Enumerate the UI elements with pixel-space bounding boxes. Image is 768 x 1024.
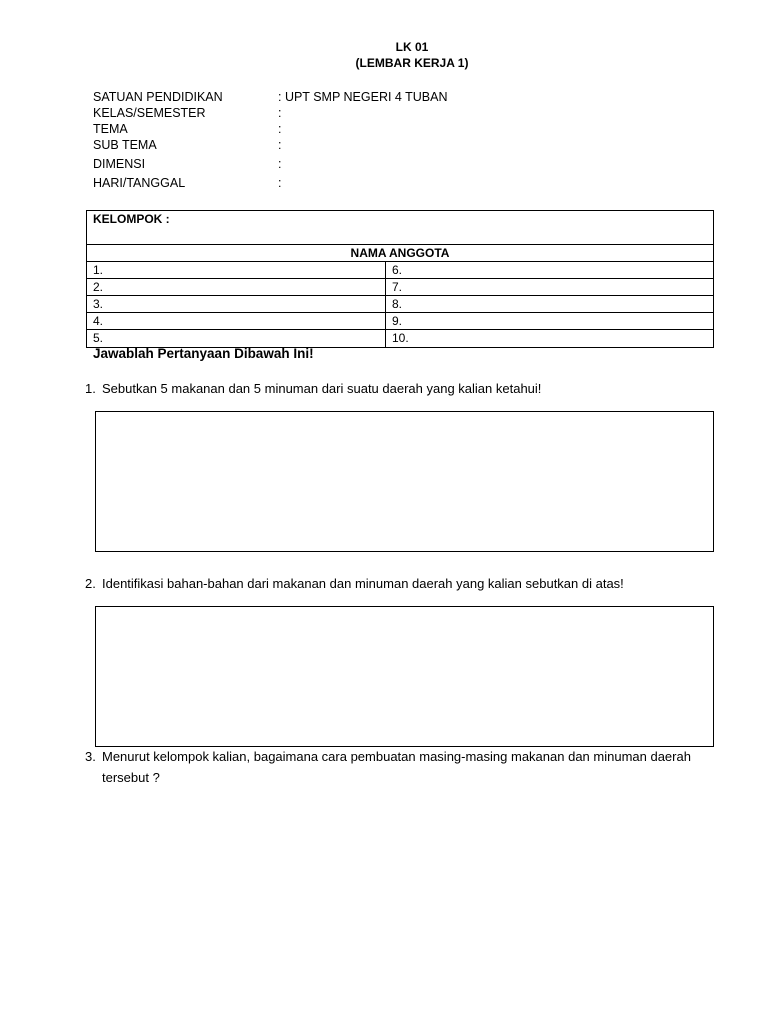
question-text: Sebutkan 5 makanan dan 5 minuman dari suatu daerah yang kalian ketahui!: [102, 381, 542, 396]
member-cell[interactable]: 2.: [87, 279, 386, 295]
member-cell[interactable]: 7.: [392, 280, 403, 294]
question-text: Menurut kelompok kalian, bagaimana cara pembuatan masing-masing makanan dan minuman daerah tersebut ?: [102, 749, 691, 785]
question-text: Identifikasi bahan-bahan dari makanan dan minuman daerah yang kalian sebutkan di atas!: [102, 576, 624, 591]
members-header: NAMA ANGGOTA: [87, 245, 713, 262]
info-value: :: [278, 138, 282, 152]
instruction-heading: Jawablah Pertanyaan Dibawah Ini!: [93, 346, 314, 361]
group-members-table: [86, 210, 714, 348]
info-label: TEMA: [93, 122, 128, 136]
member-cell[interactable]: 10.: [392, 331, 409, 345]
member-cell[interactable]: 4.: [87, 313, 386, 329]
info-value: :: [278, 176, 282, 190]
table-row: [87, 330, 713, 347]
worksheet-subtitle: (LEMBAR KERJA 1): [355, 56, 469, 70]
question-number: 1.: [85, 381, 96, 396]
answer-box-2[interactable]: [95, 606, 714, 747]
member-cell[interactable]: 3.: [87, 296, 386, 312]
info-value: :: [278, 106, 282, 120]
answer-box-1[interactable]: [95, 411, 714, 552]
info-value: : UPT SMP NEGERI 4 TUBAN: [278, 90, 448, 104]
member-cell[interactable]: 5.: [87, 330, 386, 347]
info-value: :: [278, 122, 282, 136]
table-row: [87, 279, 713, 296]
question-number: 2.: [85, 576, 96, 591]
table-row: [87, 313, 713, 330]
info-label: HARI/TANGGAL: [93, 176, 186, 190]
question-number: 3.: [85, 749, 96, 764]
member-cell[interactable]: 1.: [87, 262, 386, 278]
info-value: :: [278, 157, 282, 171]
member-cell[interactable]: 6.: [392, 263, 403, 277]
kelompok-field[interactable]: KELOMPOK :: [87, 211, 713, 245]
worksheet-title: LK 01: [395, 40, 429, 54]
info-label: DIMENSI: [93, 157, 146, 171]
info-label: KELAS/SEMESTER: [93, 106, 206, 120]
info-label: SATUAN PENDIDIKAN: [93, 90, 223, 104]
member-cell[interactable]: 9.: [392, 314, 403, 328]
table-row: [87, 262, 713, 279]
info-label: SUB TEMA: [93, 138, 157, 152]
table-row: [87, 296, 713, 313]
member-cell[interactable]: 8.: [392, 297, 403, 311]
